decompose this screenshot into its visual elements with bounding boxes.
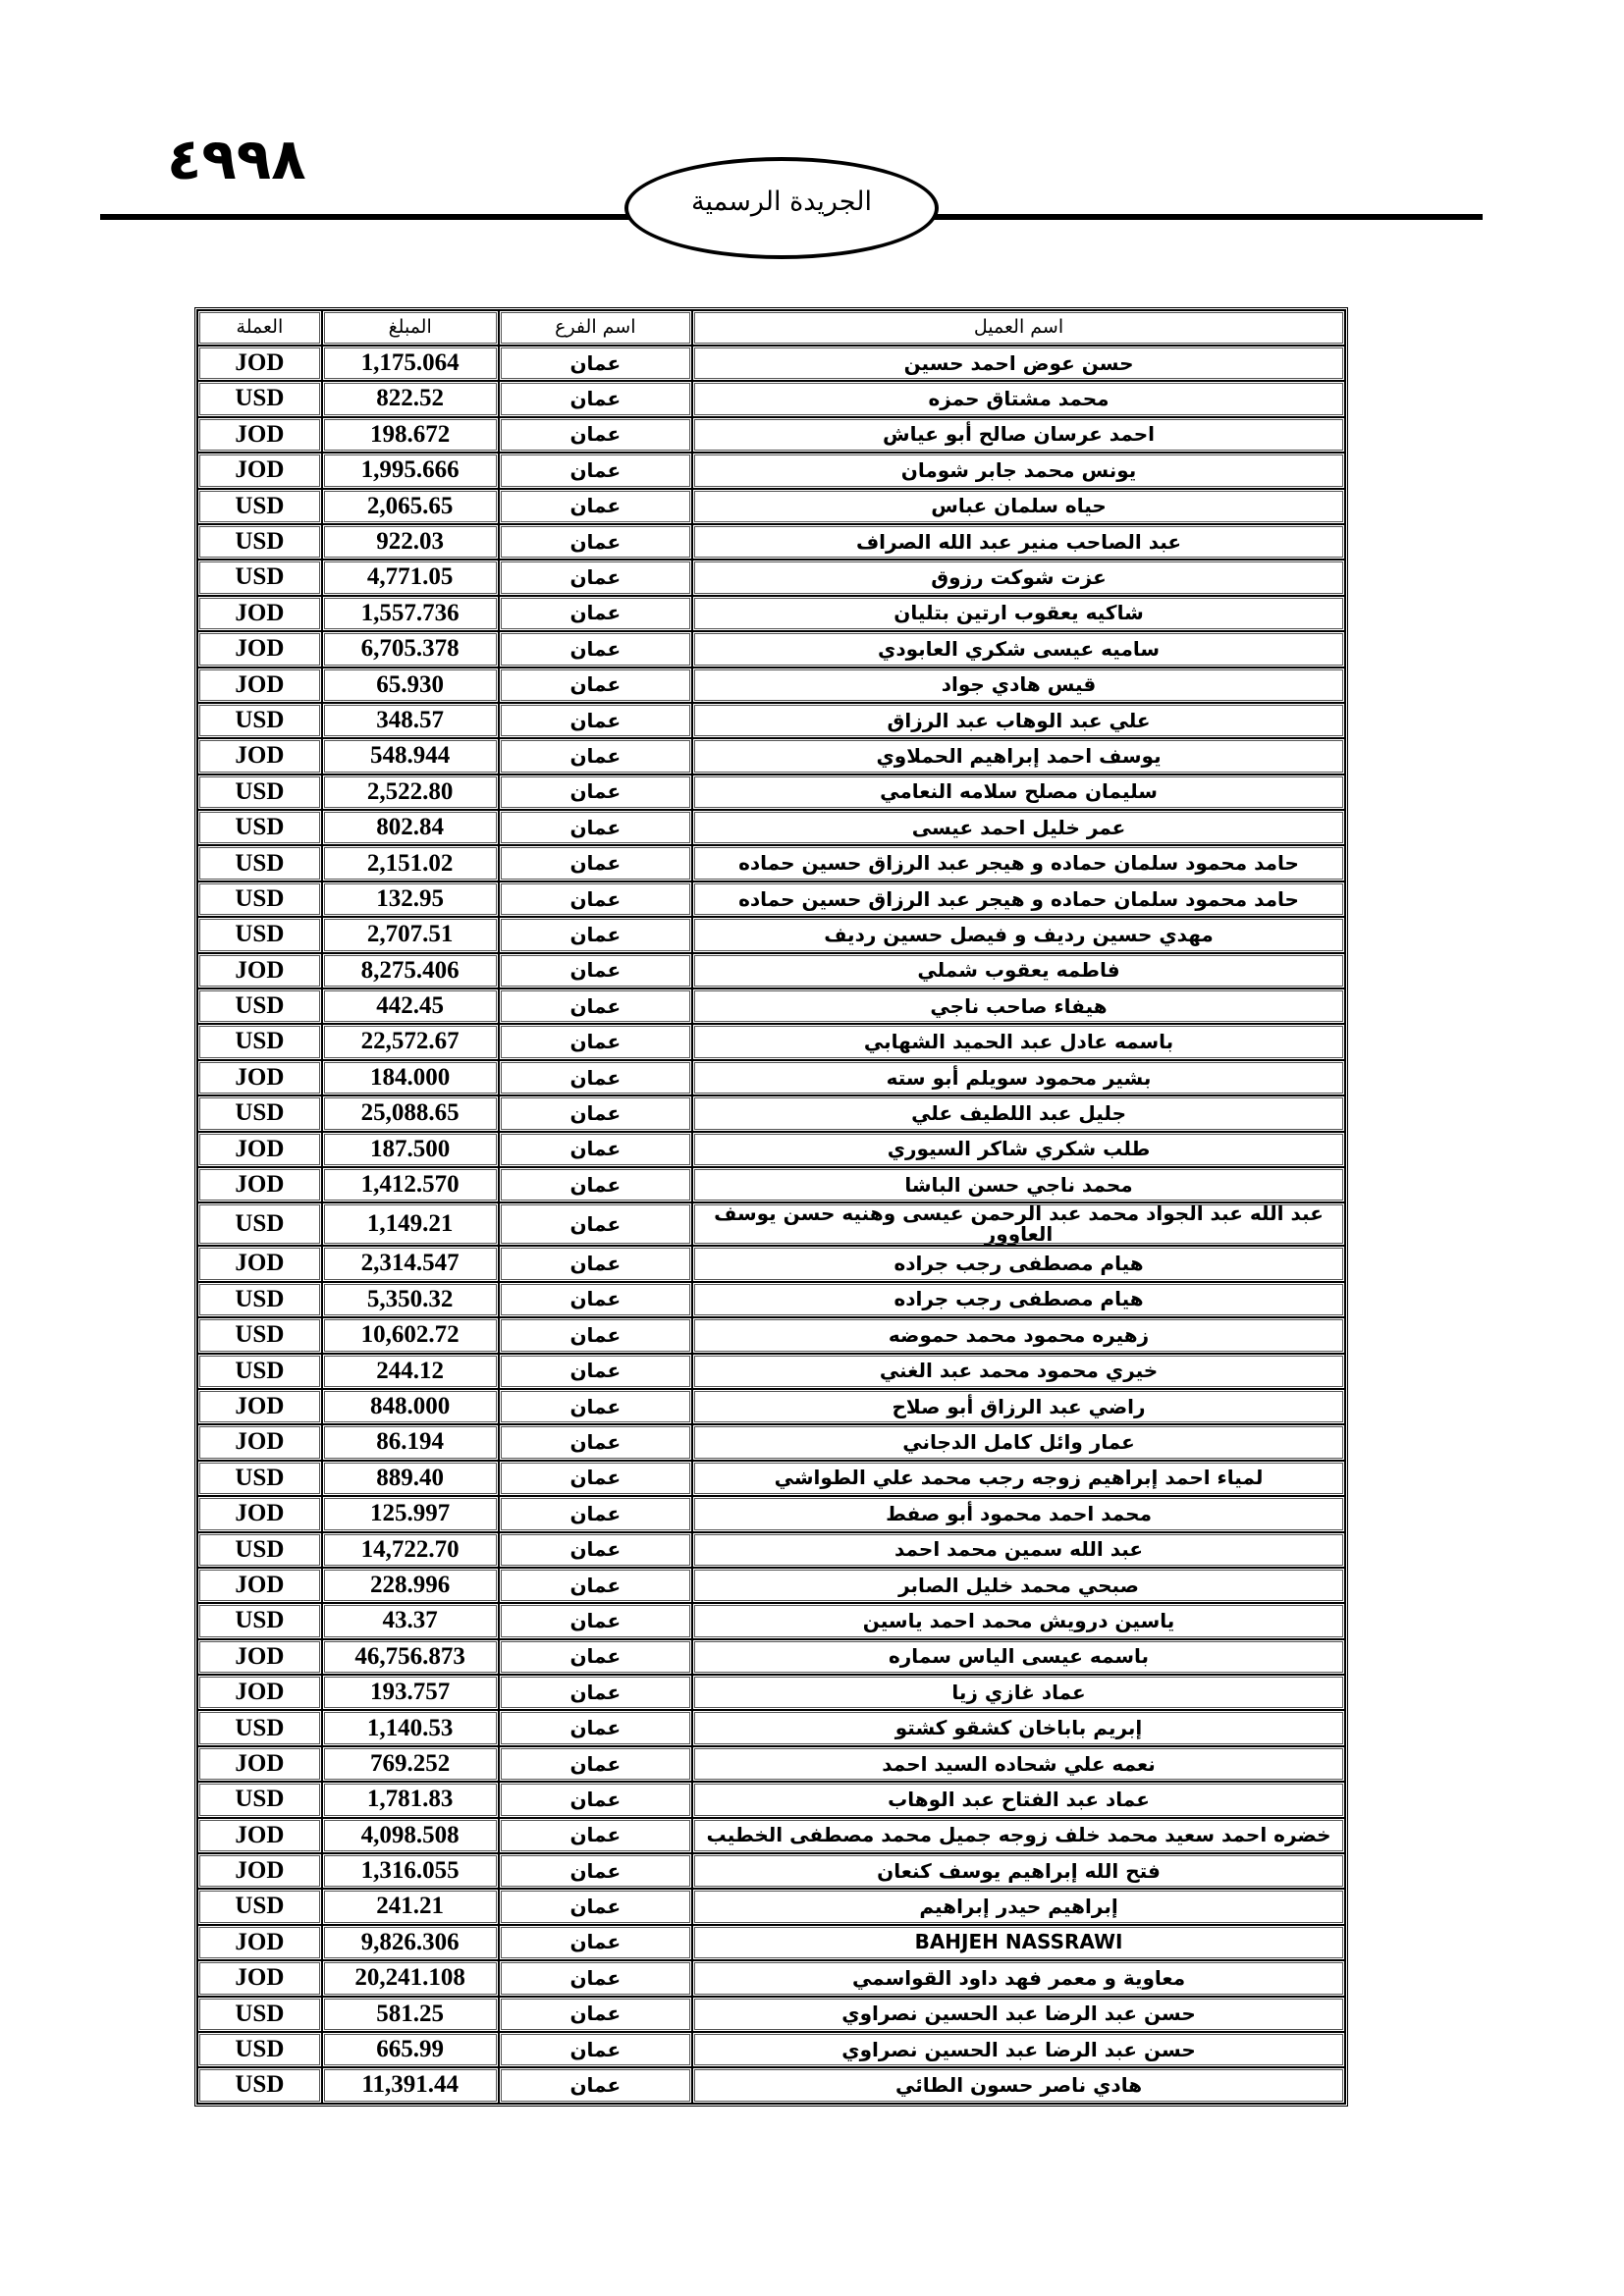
customer-name-cell: عمر خليل احمد عيسى bbox=[692, 810, 1345, 845]
column-header-currency: العملة bbox=[197, 310, 322, 346]
amount-cell: 4,098.508 bbox=[322, 1818, 499, 1853]
table-row bbox=[197, 2032, 1345, 2067]
customer-name-cell: جليل عبد اللطيف علي bbox=[692, 1095, 1345, 1131]
currency-cell: USD bbox=[197, 917, 322, 952]
customer-name-cell: BAHJEH NASSRAWI bbox=[692, 1925, 1345, 1960]
currency-cell: JOD bbox=[197, 1246, 322, 1281]
customer-name-cell: قيس هادي جواد bbox=[692, 667, 1345, 703]
amount-cell: 2,707.51 bbox=[322, 917, 499, 952]
table-row bbox=[197, 988, 1345, 1024]
table-row bbox=[197, 453, 1345, 488]
amount-cell: 2,314.547 bbox=[322, 1246, 499, 1281]
amount-cell: 1,140.53 bbox=[322, 1710, 499, 1745]
customer-name-cell: باسمه عادل عبد الحميد الشهابي bbox=[692, 1024, 1345, 1059]
currency-cell: USD bbox=[197, 1317, 322, 1353]
currency-cell: USD bbox=[197, 881, 322, 917]
branch-cell: عمان bbox=[499, 738, 692, 774]
branch-cell: عمان bbox=[499, 1925, 692, 1960]
branch-cell: عمان bbox=[499, 1424, 692, 1460]
currency-cell: USD bbox=[197, 489, 322, 524]
branch-cell: عمان bbox=[499, 1461, 692, 1496]
column-header-amount: المبلغ bbox=[322, 310, 499, 346]
table-row bbox=[197, 1132, 1345, 1167]
currency-cell: JOD bbox=[197, 1746, 322, 1782]
currency-cell: JOD bbox=[197, 1424, 322, 1460]
amount-cell: 198.672 bbox=[322, 417, 499, 453]
customer-name-cell: فاطمه يعقوب شملي bbox=[692, 953, 1345, 988]
currency-cell: USD bbox=[197, 381, 322, 416]
customer-name-cell: إبراهيم حيدر إبراهيم bbox=[692, 1889, 1345, 1924]
branch-cell: عمان bbox=[499, 596, 692, 631]
customer-name-cell: باسمه عيسى الياس سماره bbox=[692, 1639, 1345, 1675]
currency-cell: JOD bbox=[197, 1675, 322, 1710]
customer-name-cell: شاكيه يعقوب ارتين بتليان bbox=[692, 596, 1345, 631]
customer-name-cell: يوسف احمد إبراهيم الحملاوي bbox=[692, 738, 1345, 774]
branch-cell: عمان bbox=[499, 1389, 692, 1424]
amount-cell: 22,572.67 bbox=[322, 1024, 499, 1059]
table-row bbox=[197, 1167, 1345, 1202]
branch-cell: عمان bbox=[499, 1202, 692, 1246]
amount-cell: 11,391.44 bbox=[322, 2067, 499, 2103]
currency-cell: USD bbox=[197, 703, 322, 738]
table-row bbox=[197, 1389, 1345, 1424]
amount-cell: 5,350.32 bbox=[322, 1282, 499, 1317]
table-row bbox=[197, 1246, 1345, 1281]
currency-cell: USD bbox=[197, 1997, 322, 2032]
customer-name-cell: محمد مشتاق حمزه bbox=[692, 381, 1345, 416]
table-row bbox=[197, 881, 1345, 917]
branch-cell: عمان bbox=[499, 1060, 692, 1095]
branch-cell: عمان bbox=[499, 453, 692, 488]
column-header-customer: اسم العميل bbox=[692, 310, 1345, 346]
branch-cell: عمان bbox=[499, 2067, 692, 2103]
currency-cell: JOD bbox=[197, 1853, 322, 1889]
customer-name-cell: ساميه عيسى شكري العابودي bbox=[692, 631, 1345, 667]
currency-cell: USD bbox=[197, 2067, 322, 2103]
amount-cell: 43.37 bbox=[322, 1603, 499, 1638]
branch-cell: عمان bbox=[499, 346, 692, 381]
currency-cell: JOD bbox=[197, 738, 322, 774]
table-row bbox=[197, 1603, 1345, 1638]
publication-title: الجريدة الرسمية bbox=[691, 186, 872, 217]
table-row bbox=[197, 953, 1345, 988]
branch-cell: عمان bbox=[499, 810, 692, 845]
amount-cell: 1,175.064 bbox=[322, 346, 499, 381]
branch-cell: عمان bbox=[499, 1568, 692, 1603]
table-row bbox=[197, 417, 1345, 453]
table-row bbox=[197, 1282, 1345, 1317]
customer-name-cell: عمار وائل كامل الدجاني bbox=[692, 1424, 1345, 1460]
branch-cell: عمان bbox=[499, 489, 692, 524]
table-row bbox=[197, 1782, 1345, 1817]
branch-cell: عمان bbox=[499, 1603, 692, 1638]
table-row bbox=[197, 845, 1345, 881]
table-row bbox=[197, 810, 1345, 845]
table-row bbox=[197, 1675, 1345, 1710]
amount-cell: 848.000 bbox=[322, 1389, 499, 1424]
amount-cell: 132.95 bbox=[322, 881, 499, 917]
currency-cell: USD bbox=[197, 1532, 322, 1568]
table-row bbox=[197, 1853, 1345, 1889]
table-row bbox=[197, 1960, 1345, 1996]
branch-cell: عمان bbox=[499, 881, 692, 917]
amount-cell: 9,826.306 bbox=[322, 1925, 499, 1960]
branch-cell: عمان bbox=[499, 1853, 692, 1889]
customer-name-cell: بشير محمود سويلم أبو سته bbox=[692, 1060, 1345, 1095]
amount-cell: 2,065.65 bbox=[322, 489, 499, 524]
table-row bbox=[197, 2067, 1345, 2103]
customer-name-cell: صبحي محمد خليل الصابر bbox=[692, 1568, 1345, 1603]
branch-cell: عمان bbox=[499, 917, 692, 952]
table-row bbox=[197, 596, 1345, 631]
branch-cell: عمان bbox=[499, 1024, 692, 1059]
currency-cell: USD bbox=[197, 1095, 322, 1131]
currency-cell: USD bbox=[197, 1889, 322, 1924]
table-row bbox=[197, 667, 1345, 703]
branch-cell: عمان bbox=[499, 1317, 692, 1353]
customer-name-cell: احمد عرسان صالح أبو عياش bbox=[692, 417, 1345, 453]
branch-cell: عمان bbox=[499, 381, 692, 416]
customer-name-cell: هيام مصطفى رجب جراده bbox=[692, 1246, 1345, 1281]
table-row bbox=[197, 1818, 1345, 1853]
customer-name-cell: عبد الله عبد الجواد محمد عبد الرحمن عيسى وهنيه حسن يوسف العاوور bbox=[692, 1202, 1345, 1246]
currency-cell: USD bbox=[197, 774, 322, 810]
customer-name-cell: ياسين درويش محمد احمد ياسين bbox=[692, 1603, 1345, 1638]
table-row bbox=[197, 631, 1345, 667]
customer-name-cell: مهدي حسين رديف و فيصل حسين رديف bbox=[692, 917, 1345, 952]
table-row bbox=[197, 524, 1345, 560]
branch-cell: عمان bbox=[499, 1675, 692, 1710]
customer-name-cell: حسن عوض احمد حسين bbox=[692, 346, 1345, 381]
amount-cell: 442.45 bbox=[322, 988, 499, 1024]
table-row bbox=[197, 1317, 1345, 1353]
currency-cell: USD bbox=[197, 1710, 322, 1745]
branch-cell: عمان bbox=[499, 631, 692, 667]
branch-cell: عمان bbox=[499, 1818, 692, 1853]
table-row bbox=[197, 1461, 1345, 1496]
amount-cell: 1,557.736 bbox=[322, 596, 499, 631]
customer-name-cell: يونس محمد جابر شومان bbox=[692, 453, 1345, 488]
table-row bbox=[197, 1925, 1345, 1960]
amount-cell: 769.252 bbox=[322, 1746, 499, 1782]
customer-name-cell: هادي ناصر حسون الطائي bbox=[692, 2067, 1345, 2103]
customer-name-cell: عبد الله سمين محمد احمد bbox=[692, 1532, 1345, 1568]
branch-cell: عمان bbox=[499, 1782, 692, 1817]
table-row bbox=[197, 489, 1345, 524]
currency-cell: JOD bbox=[197, 417, 322, 453]
branch-cell: عمان bbox=[499, 1746, 692, 1782]
amount-cell: 548.944 bbox=[322, 738, 499, 774]
table-row bbox=[197, 346, 1345, 381]
customer-name-cell: راضي عبد الرزاق أبو صلاح bbox=[692, 1389, 1345, 1424]
currency-cell: USD bbox=[197, 560, 322, 595]
amount-cell: 822.52 bbox=[322, 381, 499, 416]
amount-cell: 244.12 bbox=[322, 1354, 499, 1389]
customer-name-cell: فتح الله إبراهيم يوسف كنعان bbox=[692, 1853, 1345, 1889]
customer-name-cell: معاوية و معمر فهد داود القواسمي bbox=[692, 1960, 1345, 1996]
amount-cell: 187.500 bbox=[322, 1132, 499, 1167]
table-row bbox=[197, 1354, 1345, 1389]
amount-cell: 1,412.570 bbox=[322, 1167, 499, 1202]
publication-title-oval bbox=[624, 157, 939, 259]
amount-cell: 184.000 bbox=[322, 1060, 499, 1095]
currency-cell: JOD bbox=[197, 953, 322, 988]
amount-cell: 1,149.21 bbox=[322, 1202, 499, 1246]
currency-cell: JOD bbox=[197, 1496, 322, 1531]
amount-cell: 25,088.65 bbox=[322, 1095, 499, 1131]
customer-name-cell: لمياء احمد إبراهيم زوجه رجب محمد علي الطواشي bbox=[692, 1461, 1345, 1496]
amount-cell: 581.25 bbox=[322, 1997, 499, 2032]
table-row bbox=[197, 917, 1345, 952]
customer-name-cell: حسن عبد الرضا عبد الحسين نصراوي bbox=[692, 1997, 1345, 2032]
customer-name-cell: زهيره محمود محمد حموضه bbox=[692, 1317, 1345, 1353]
currency-cell: USD bbox=[197, 845, 322, 881]
amount-cell: 65.930 bbox=[322, 667, 499, 703]
customer-name-cell: علي عبد الوهاب عبد الرزاق bbox=[692, 703, 1345, 738]
table-row bbox=[197, 381, 1345, 416]
currency-cell: USD bbox=[197, 1782, 322, 1817]
amount-cell: 125.997 bbox=[322, 1496, 499, 1531]
branch-cell: عمان bbox=[499, 1246, 692, 1281]
customer-name-cell: حامد محمود سلمان حماده و هيجر عبد الرزاق حسين حماده bbox=[692, 845, 1345, 881]
amount-cell: 86.194 bbox=[322, 1424, 499, 1460]
customer-name-cell: عزت شوكت رزوق bbox=[692, 560, 1345, 595]
customer-name-cell: حسن عبد الرضا عبد الحسين نصراوي bbox=[692, 2032, 1345, 2067]
currency-cell: USD bbox=[197, 2032, 322, 2067]
branch-cell: عمان bbox=[499, 1095, 692, 1131]
amount-cell: 10,602.72 bbox=[322, 1317, 499, 1353]
currency-cell: JOD bbox=[197, 453, 322, 488]
table-row bbox=[197, 560, 1345, 595]
table-row bbox=[197, 703, 1345, 738]
amount-cell: 193.757 bbox=[322, 1675, 499, 1710]
currency-cell: JOD bbox=[197, 596, 322, 631]
amount-cell: 1,316.055 bbox=[322, 1853, 499, 1889]
currency-cell: JOD bbox=[197, 1568, 322, 1603]
table-row bbox=[197, 1889, 1345, 1924]
branch-cell: عمان bbox=[499, 953, 692, 988]
customer-name-cell: عبد الصاحب منير عبد الله الصراف bbox=[692, 524, 1345, 560]
amount-cell: 802.84 bbox=[322, 810, 499, 845]
currency-cell: JOD bbox=[197, 1132, 322, 1167]
customer-name-cell: هيام مصطفى رجب جراده bbox=[692, 1282, 1345, 1317]
branch-cell: عمان bbox=[499, 774, 692, 810]
amount-cell: 2,522.80 bbox=[322, 774, 499, 810]
branch-cell: عمان bbox=[499, 417, 692, 453]
amount-cell: 46,756.873 bbox=[322, 1639, 499, 1675]
amount-cell: 348.57 bbox=[322, 703, 499, 738]
branch-cell: عمان bbox=[499, 1282, 692, 1317]
accounts-table bbox=[194, 307, 1348, 2107]
currency-cell: USD bbox=[197, 1282, 322, 1317]
currency-cell: JOD bbox=[197, 346, 322, 381]
customer-name-cell: خضره احمد سعيد محمد خلف زوجه جميل محمد مصطفى الخطيب bbox=[692, 1818, 1345, 1853]
amount-cell: 14,722.70 bbox=[322, 1532, 499, 1568]
amount-cell: 20,241.108 bbox=[322, 1960, 499, 1996]
branch-cell: عمان bbox=[499, 1710, 692, 1745]
table-row bbox=[197, 1095, 1345, 1131]
amount-cell: 1,781.83 bbox=[322, 1782, 499, 1817]
branch-cell: عمان bbox=[499, 988, 692, 1024]
table-row bbox=[197, 774, 1345, 810]
currency-cell: USD bbox=[197, 1461, 322, 1496]
column-header-branch: اسم الفرع bbox=[499, 310, 692, 346]
table-header-row bbox=[197, 310, 1345, 346]
currency-cell: USD bbox=[197, 1603, 322, 1638]
page-number: ٤٩٩٨ bbox=[167, 126, 306, 192]
table-row bbox=[197, 1710, 1345, 1745]
table-row bbox=[197, 1424, 1345, 1460]
customer-name-cell: عماد عبد الفتاح عبد الوهاب bbox=[692, 1782, 1345, 1817]
branch-cell: عمان bbox=[499, 1889, 692, 1924]
table-row bbox=[197, 738, 1345, 774]
table-row bbox=[197, 1746, 1345, 1782]
branch-cell: عمان bbox=[499, 1167, 692, 1202]
currency-cell: JOD bbox=[197, 631, 322, 667]
branch-cell: عمان bbox=[499, 1354, 692, 1389]
currency-cell: USD bbox=[197, 1202, 322, 1246]
table-row bbox=[197, 1568, 1345, 1603]
customer-name-cell: حياه سلمان عباس bbox=[692, 489, 1345, 524]
currency-cell: JOD bbox=[197, 1818, 322, 1853]
amount-cell: 228.996 bbox=[322, 1568, 499, 1603]
customer-name-cell: هيفاء صاحب ناجي bbox=[692, 988, 1345, 1024]
branch-cell: عمان bbox=[499, 1496, 692, 1531]
currency-cell: USD bbox=[197, 1024, 322, 1059]
table-row bbox=[197, 1997, 1345, 2032]
table-row bbox=[197, 1639, 1345, 1675]
currency-cell: USD bbox=[197, 988, 322, 1024]
customer-name-cell: طلب شكري شاكر السيوري bbox=[692, 1132, 1345, 1167]
branch-cell: عمان bbox=[499, 1132, 692, 1167]
currency-cell: USD bbox=[197, 810, 322, 845]
currency-cell: JOD bbox=[197, 1167, 322, 1202]
branch-cell: عمان bbox=[499, 524, 692, 560]
branch-cell: عمان bbox=[499, 703, 692, 738]
branch-cell: عمان bbox=[499, 1960, 692, 1996]
amount-cell: 1,995.666 bbox=[322, 453, 499, 488]
currency-cell: JOD bbox=[197, 1960, 322, 1996]
customer-name-cell: خيري محمود محمد عبد الغني bbox=[692, 1354, 1345, 1389]
amount-cell: 2,151.02 bbox=[322, 845, 499, 881]
branch-cell: عمان bbox=[499, 1639, 692, 1675]
currency-cell: USD bbox=[197, 524, 322, 560]
customer-name-cell: محمد ناجي حسن الباشا bbox=[692, 1167, 1345, 1202]
currency-cell: JOD bbox=[197, 1389, 322, 1424]
branch-cell: عمان bbox=[499, 2032, 692, 2067]
branch-cell: عمان bbox=[499, 845, 692, 881]
amount-cell: 889.40 bbox=[322, 1461, 499, 1496]
table-row bbox=[197, 1024, 1345, 1059]
customer-name-cell: محمد احمد محمود أبو صفط bbox=[692, 1496, 1345, 1531]
branch-cell: عمان bbox=[499, 667, 692, 703]
branch-cell: عمان bbox=[499, 1997, 692, 2032]
table-row bbox=[197, 1496, 1345, 1531]
table-row bbox=[197, 1202, 1345, 1246]
branch-cell: عمان bbox=[499, 560, 692, 595]
customer-name-cell: سليمان مصلح سلامه النعامي bbox=[692, 774, 1345, 810]
amount-cell: 4,771.05 bbox=[322, 560, 499, 595]
amount-cell: 241.21 bbox=[322, 1889, 499, 1924]
amount-cell: 8,275.406 bbox=[322, 953, 499, 988]
currency-cell: JOD bbox=[197, 1925, 322, 1960]
currency-cell: JOD bbox=[197, 1060, 322, 1095]
customer-name-cell: حامد محمود سلمان حماده و هيجر عبد الرزاق حسين حماده bbox=[692, 881, 1345, 917]
branch-cell: عمان bbox=[499, 1532, 692, 1568]
currency-cell: JOD bbox=[197, 1639, 322, 1675]
table-row bbox=[197, 1532, 1345, 1568]
amount-cell: 665.99 bbox=[322, 2032, 499, 2067]
amount-cell: 922.03 bbox=[322, 524, 499, 560]
customer-name-cell: عماد غازي زيا bbox=[692, 1675, 1345, 1710]
amount-cell: 6,705.378 bbox=[322, 631, 499, 667]
table-row bbox=[197, 1060, 1345, 1095]
currency-cell: JOD bbox=[197, 667, 322, 703]
customer-name-cell: إبريم باباخان كشقو كشتو bbox=[692, 1710, 1345, 1745]
customer-name-cell: نعمه علي شحاده السيد احمد bbox=[692, 1746, 1345, 1782]
currency-cell: USD bbox=[197, 1354, 322, 1389]
